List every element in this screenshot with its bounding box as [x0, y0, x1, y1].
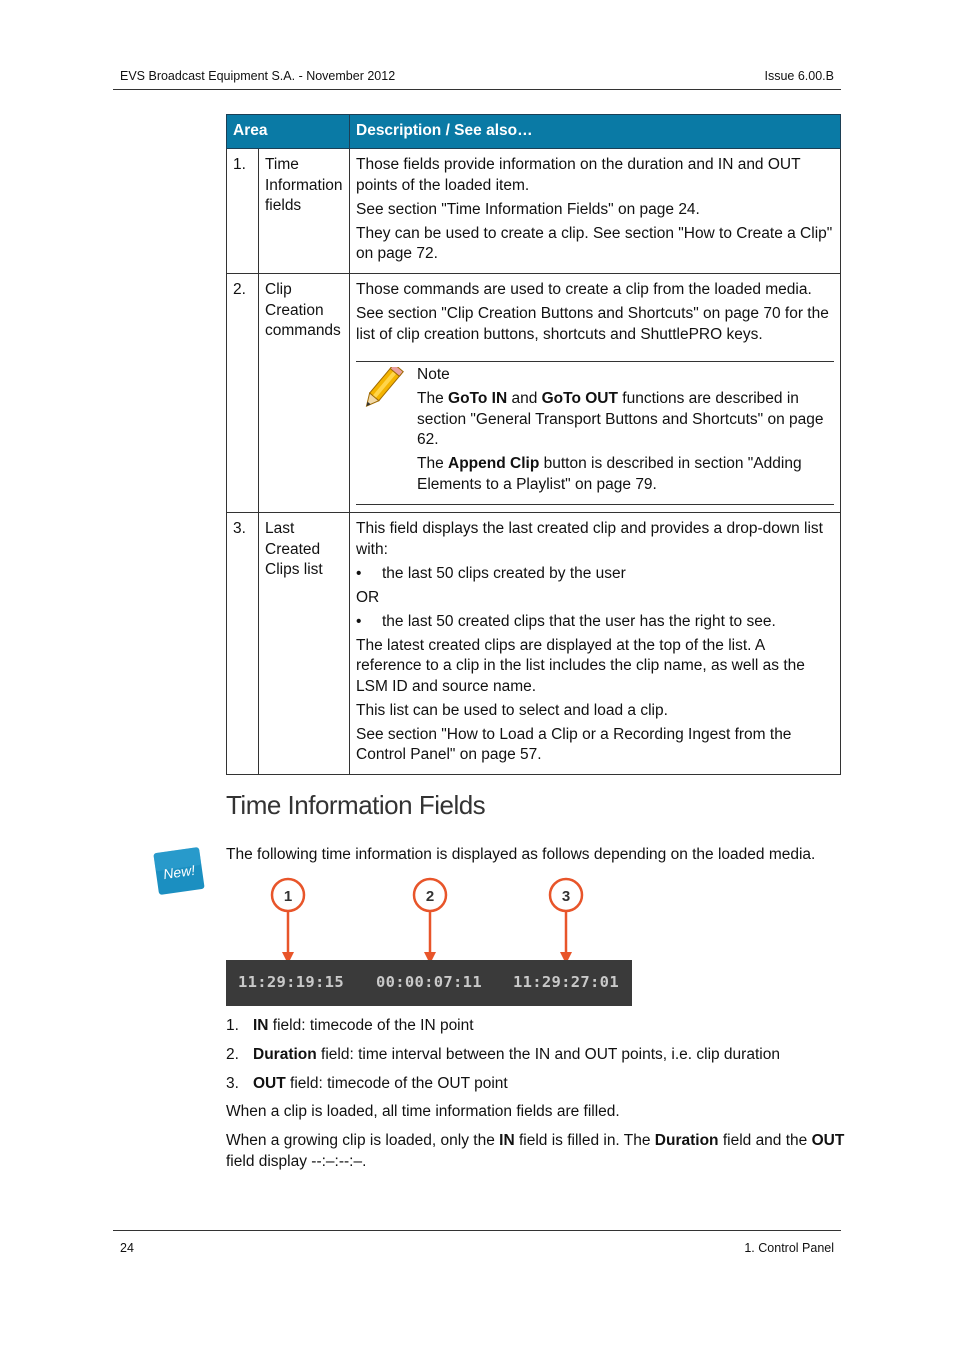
description-paragraph: This field displays the last created clip and provides a drop-down list with:: [356, 520, 823, 558]
paragraph-growing: When a growing clip is loaded, only the IN field is filled in. The Duration field and the OUT field display --:–:--:–.: [226, 1132, 845, 1170]
callout-1: [272, 879, 304, 964]
description-paragraph: Those fields provide information on the duration and IN and OUT points of the loaded item.: [356, 156, 801, 194]
callout-2-label: 2: [425, 888, 435, 905]
callout-1-label: 1: [283, 888, 293, 905]
table-row: [227, 274, 841, 513]
description-paragraph: See section "How to Load a Clip or a Recording Ingest from the Control Panel" on page 57.: [356, 725, 792, 763]
table-header-row: [227, 115, 841, 149]
duration-timecode: 00:00:07:11: [376, 973, 482, 991]
description-paragraph: See section "Time Information Fields" on page 24.: [356, 200, 700, 218]
pencil-icon: [356, 365, 417, 499]
header-right: Issue 6.00.B: [764, 69, 834, 83]
list-item: 1. IN field: timecode of the IN point: [226, 1017, 474, 1034]
bullet-item: • the last 50 clips created by the user: [356, 564, 626, 582]
note-box: [356, 361, 834, 505]
description-paragraph: They can be used to create a clip. See section "How to Create a Clip" on page 72.: [356, 224, 833, 262]
col-header-area: Area: [227, 115, 350, 149]
area-table: [226, 114, 841, 775]
row-number: 1.: [227, 149, 259, 274]
row-number: 2.: [227, 274, 259, 513]
callout-3-label: 3: [561, 888, 571, 905]
chapter-label: 1. Control Panel: [744, 1241, 834, 1255]
callout-3: [550, 879, 582, 964]
header-rule: [113, 89, 841, 90]
paragraph-loaded: When a clip is loaded, all time information fields are filled.: [226, 1103, 620, 1120]
row-description: [350, 149, 841, 274]
row-description: [350, 274, 841, 513]
note-line-goto: The GoTo IN and GoTo OUT functions are described in section "General Transport Buttons and Shortcuts" on page 62.: [417, 390, 824, 448]
col-header-description: Description / See also…: [350, 115, 841, 149]
intro-text: The following time information is displayed as follows depending on the loaded media.: [226, 846, 816, 863]
header-left: EVS Broadcast Equipment S.A. - November 2012: [120, 69, 396, 83]
table-row: [227, 149, 841, 274]
description-paragraph: The latest created clips are displayed at the top of the list. A reference to a clip in the list includes the clip name, as well as the LSM ID and source name.: [356, 636, 805, 695]
callout-2: [414, 879, 446, 964]
bullet-item: • the last 50 created clips that the user has the right to see.: [356, 612, 776, 630]
time-fields-figure: [226, 872, 632, 1006]
new-badge-icon: [153, 846, 205, 903]
in-timecode: 11:29:19:15: [238, 973, 344, 991]
list-item: 3. OUT field: timecode of the OUT point: [226, 1075, 508, 1092]
note-title: Note: [417, 366, 450, 383]
time-fields-list: [226, 1016, 846, 1103]
description-paragraph: This list can be used to select and load a clip.: [356, 701, 668, 719]
note-line-append: The Append Clip button is described in section "Adding Elements to a Playlist" on page 79.: [417, 455, 802, 493]
page-number: 24: [120, 1241, 134, 1255]
or-text: OR: [356, 588, 380, 606]
row-area: Time Information fields: [259, 149, 350, 274]
footer-rule: [113, 1230, 841, 1231]
section-title: Time Information Fields: [226, 790, 486, 820]
out-timecode: 11:29:27:01: [513, 973, 619, 991]
table-row: [227, 513, 841, 775]
description-paragraph: Those commands are used to create a clip from the loaded media.: [356, 281, 812, 298]
new-badge-label: New!: [162, 861, 197, 883]
row-area: Clip Creation commands: [259, 274, 350, 513]
list-item: 2. Duration field: time interval between the IN and OUT points, i.e. clip duration: [226, 1046, 780, 1063]
row-number: 3.: [227, 513, 259, 775]
row-area: Last Created Clips list: [259, 513, 350, 775]
description-paragraph: See section "Clip Creation Buttons and Shortcuts" on page 70 for the list of clip creation buttons, shortcuts and ShuttlePRO keys.: [356, 305, 829, 343]
row-description: [350, 513, 841, 775]
